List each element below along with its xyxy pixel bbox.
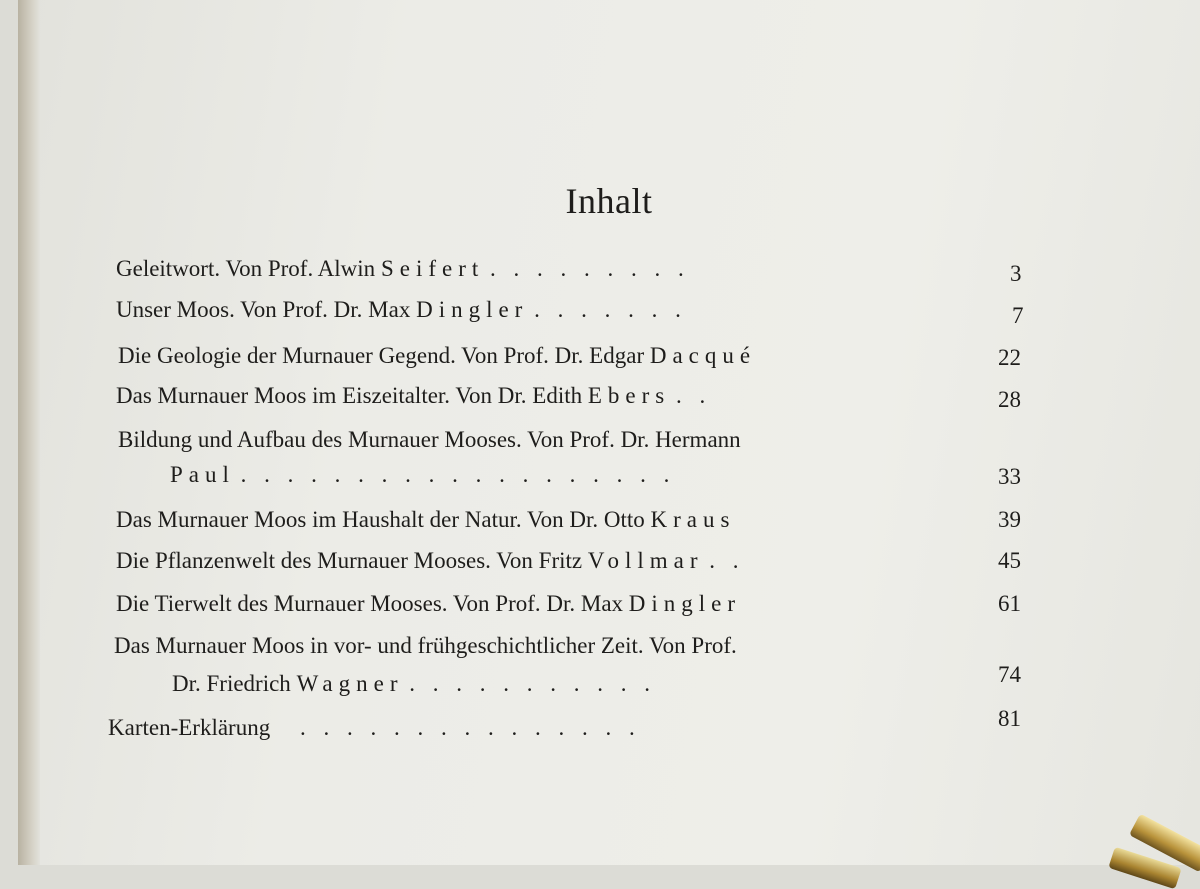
toc-entry-author: Dingler (416, 297, 529, 322)
toc-entry-text: Dr. Friedrich (172, 671, 291, 696)
toc-page-number: 74 (998, 662, 1021, 687)
toc-entry-text: Bildung und Aufbau des Murnauer Mooses. Von Prof. Dr. Hermann (118, 427, 741, 452)
toc-entry-text: Die Geologie der Murnauer Gegend. Von Prof. Dr. Edgar (118, 343, 645, 368)
toc-entry-text: Das Murnauer Moos im Eiszeitalter. Von Dr. Edith (116, 383, 583, 408)
toc-entry-leader: . . . . . . . . . (490, 256, 690, 281)
toc-page-number: 39 (998, 507, 1021, 532)
toc-entry-text: Geleitwort. Von Prof. Alwin (116, 256, 376, 281)
toc-entry-leader: . . . . . . . (534, 297, 687, 322)
toc-entry-text: Unser Moos. Von Prof. Dr. Max (116, 297, 411, 322)
toc-page-number: 22 (998, 345, 1021, 370)
toc-entry-text: Das Murnauer Moos im Haushalt der Natur. Von Dr. Otto (116, 507, 645, 532)
toc-entry-author: Wagner (296, 671, 404, 696)
toc-entry-author: Kraus (650, 507, 736, 532)
toc-entry-author: Vollmar (587, 548, 704, 573)
page-title: Inhalt (565, 181, 653, 221)
toc-entry-text: Die Tierwelt des Murnauer Mooses. Von Prof. Dr. Max (116, 591, 624, 616)
toc-entry (116, 257, 690, 280)
toc-page-number: 28 (998, 387, 1021, 412)
toc-entry-author: Paul (170, 462, 235, 487)
toc-entry (116, 549, 745, 572)
toc-entry-continuation (170, 463, 675, 486)
toc-entry (108, 716, 641, 739)
toc-page-number: 33 (998, 464, 1021, 489)
toc-entry (116, 384, 711, 407)
toc-entry-continuation (172, 672, 656, 695)
toc-entry-author: Ebers (587, 383, 671, 408)
toc-entry-text: Die Pflanzenwelt des Murnauer Mooses. Von Fritz (116, 548, 583, 573)
toc-entry-author: Seifert (380, 256, 485, 281)
toc-page-number: 3 (1010, 261, 1022, 286)
toc-entry-leader: . . . . . . . . . . . . . . . (299, 715, 641, 740)
toc-entry-text: Karten-Erklärung (108, 715, 271, 740)
book-spine-shadow (18, 0, 40, 865)
toc-page-number: 61 (998, 591, 1021, 616)
toc-entry (114, 634, 737, 657)
toc-entry (118, 344, 756, 367)
book-page (18, 0, 1200, 865)
toc-entry-text: Das Murnauer Moos in vor- und frühgeschichtlicher Zeit. Von Prof. (114, 633, 737, 658)
toc-entry-leader: . . (676, 383, 712, 408)
toc-entry-author: Dacqué (649, 343, 757, 368)
toc-entry-leader: . . . . . . . . . . . (409, 671, 657, 696)
toc-entry (118, 428, 741, 451)
toc-entry (116, 592, 741, 615)
toc-page-number: 81 (998, 706, 1021, 731)
toc-entry-leader: . . (709, 548, 745, 573)
toc-entry (116, 298, 687, 321)
toc-entry (116, 508, 735, 531)
toc-entry-author: Dingler (628, 591, 742, 616)
toc-page-number: 45 (998, 548, 1021, 573)
toc-page-number: 7 (1012, 303, 1024, 328)
toc-entry-leader: . . . . . . . . . . . . . . . . . . . (240, 462, 676, 487)
